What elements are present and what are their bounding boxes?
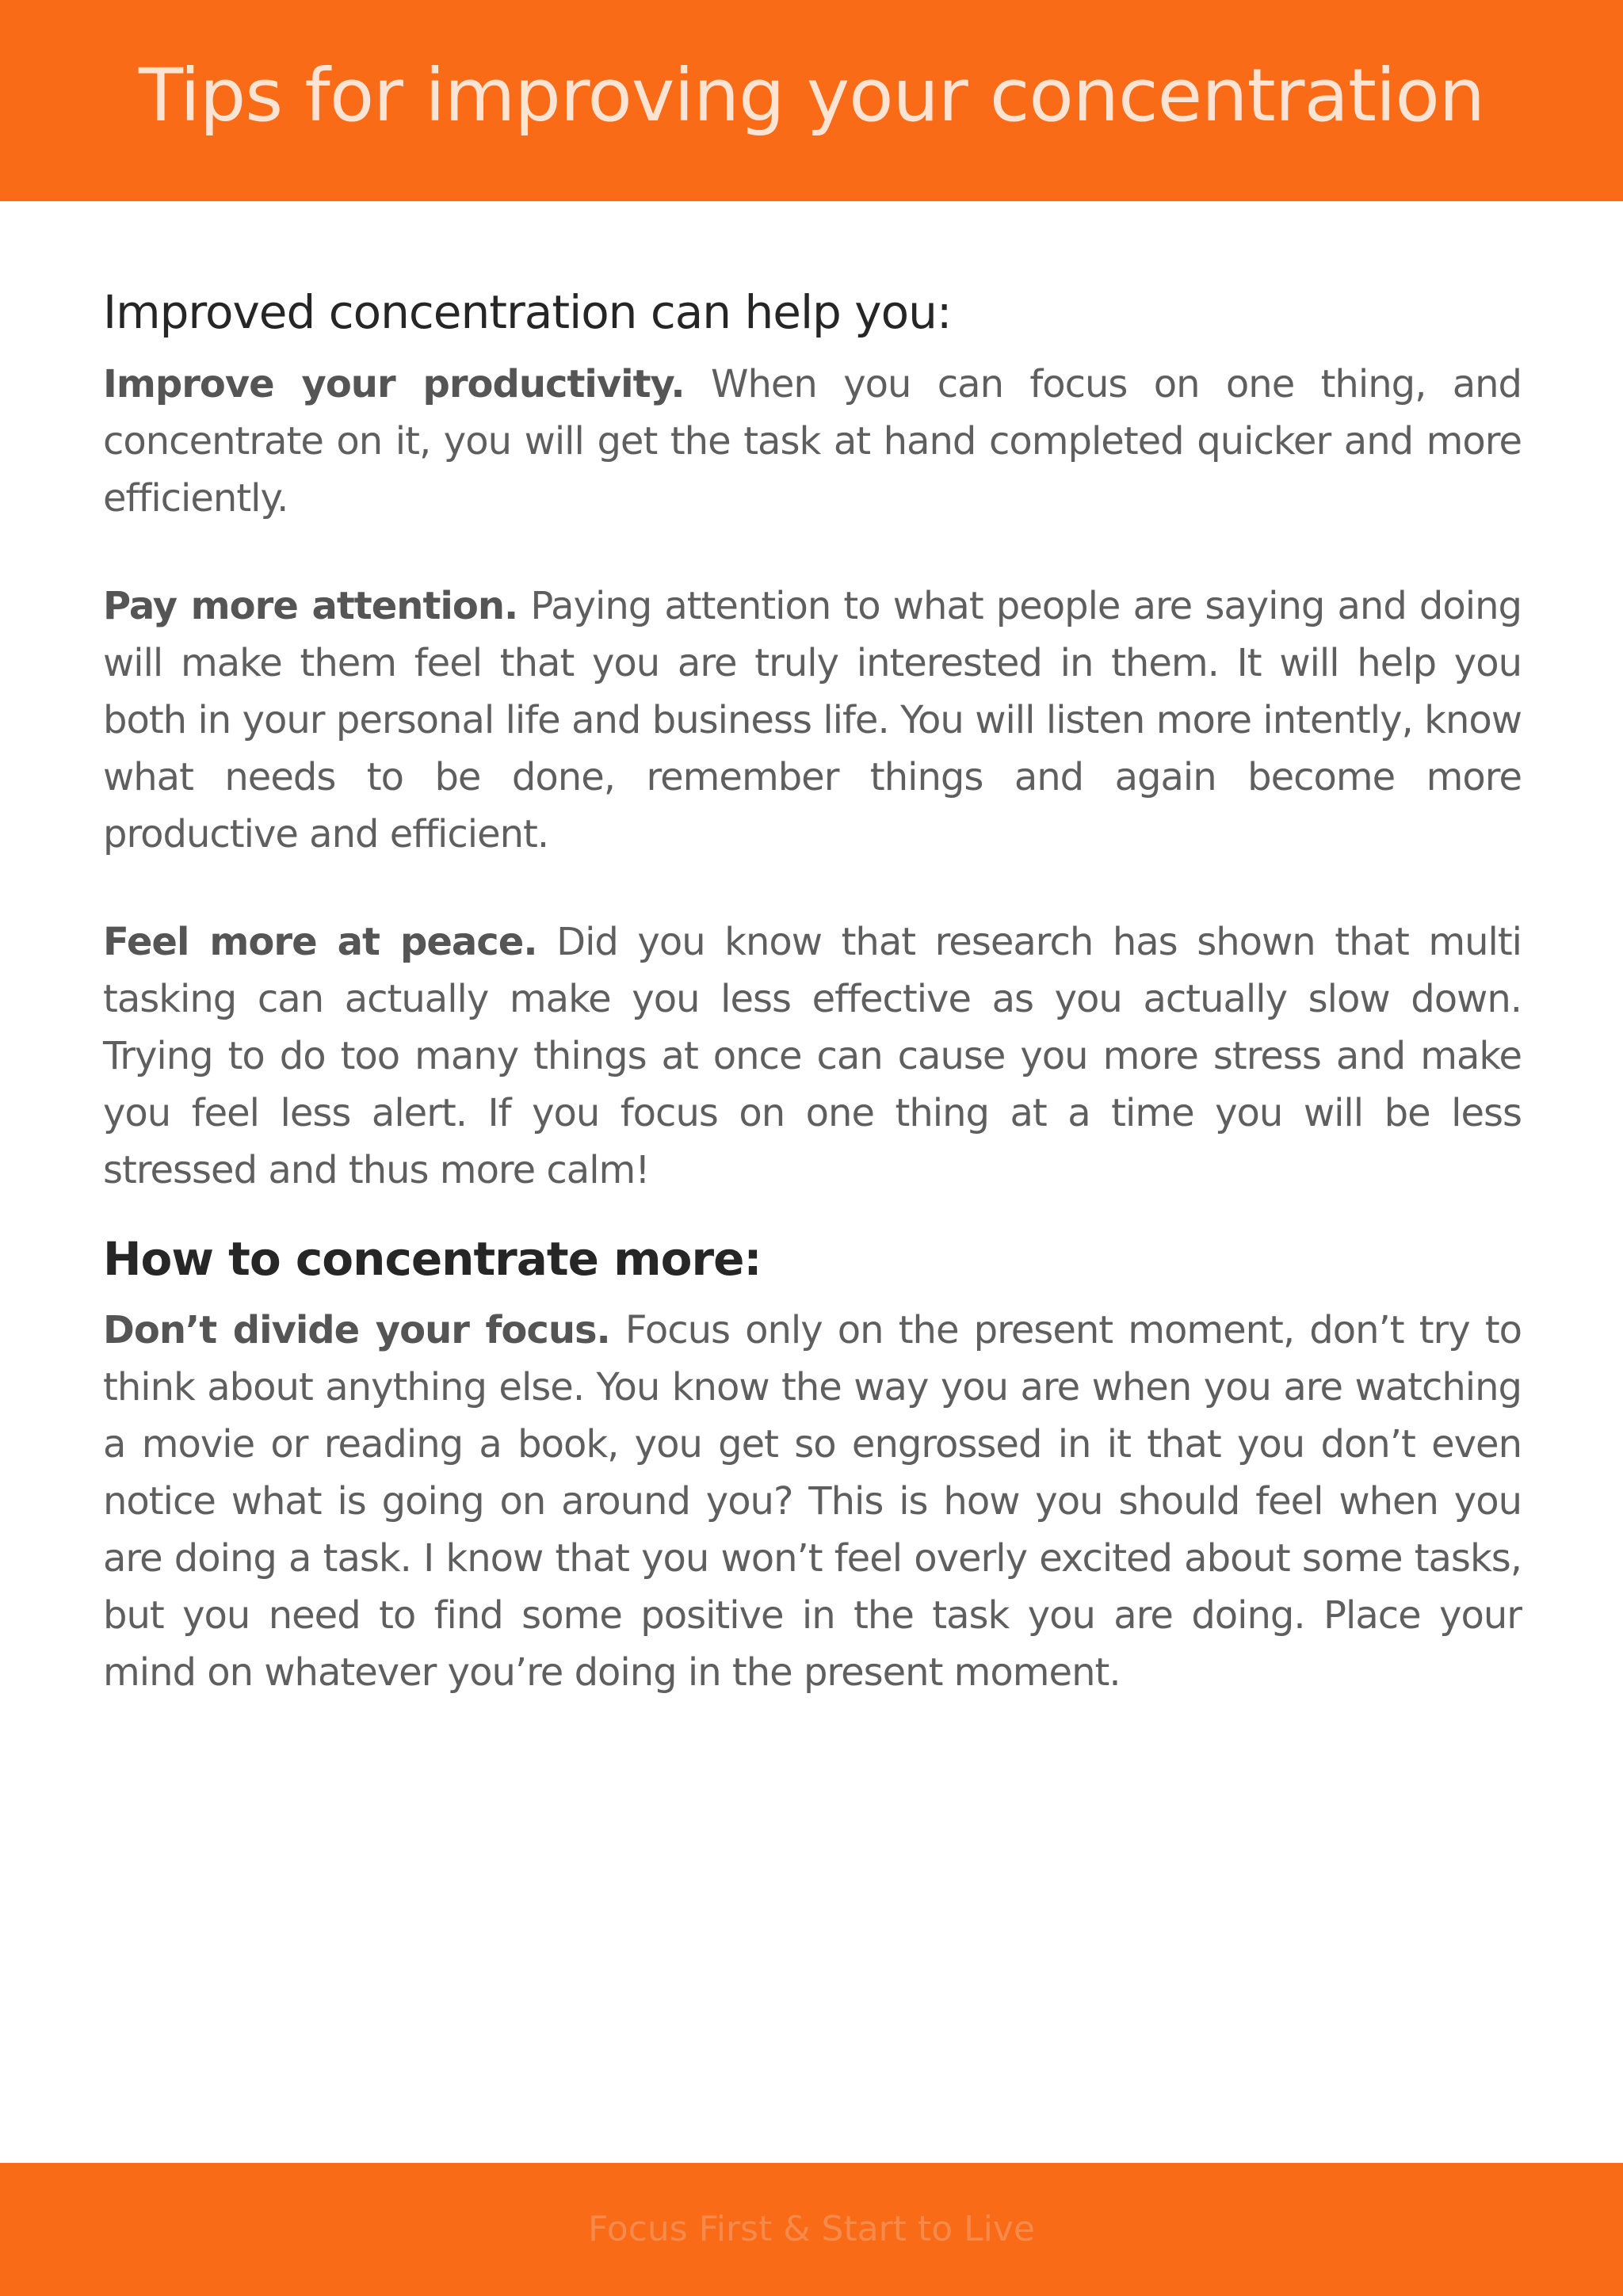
paragraph-text: When you can focus on one thing, and concentrate on it, you will get the task at hand completed quicker and more efficiently. — [103, 361, 1522, 521]
paragraph-text: Paying attention to what people are saying and doing will make them feel that you are truly interested in them. It will help you both in your personal life and business life. You will listen more intently, know what needs to be done, remember things and again become more productive and efficient. — [103, 583, 1522, 856]
document-body — [103, 284, 1522, 1752]
page-header — [0, 0, 1623, 201]
paragraph-text: Did you know that research has shown that multi tasking can actually make you less effective as you actually slow down. Trying to do too many things at once can cause you more stress and make you feel less alert. If you focus on one thing at a time you will be less stressed and thus more calm! — [103, 919, 1522, 1192]
section-heading-how-to: How to concentrate more: — [103, 1231, 762, 1286]
paragraph-text: Focus only on the present moment, don’t try to think about anything else. You know the way you are when you are watching a movie or reading a book, you get so engrossed in it that you don’t even notice what is going on around you? This is how you should feel when you are doing a task. I know that you won’t feel overly excited about some tasks, but you need to find some positive in the task you are doing. Place your mind on whatever you’re doing in the present moment. — [103, 1308, 1522, 1695]
paragraph-attention — [103, 578, 1522, 863]
paragraph-lead: Pay more attention. — [103, 583, 518, 628]
section-heading-benefits: Improved concentration can help you: — [103, 285, 952, 339]
footer-tagline: Focus First & Start to Live — [587, 2209, 1035, 2249]
page-footer — [0, 2163, 1623, 2296]
paragraph-lead: Don’t divide your focus. — [103, 1308, 610, 1352]
paragraph-lead: Improve your productivity. — [103, 361, 685, 406]
paragraph-peace — [103, 913, 1522, 1199]
paragraph-divide-focus — [103, 1302, 1522, 1701]
page-title: Tips for improving your concentration — [138, 53, 1485, 138]
paragraph-productivity — [103, 356, 1522, 527]
paragraph-lead: Feel more at peace. — [103, 919, 537, 964]
